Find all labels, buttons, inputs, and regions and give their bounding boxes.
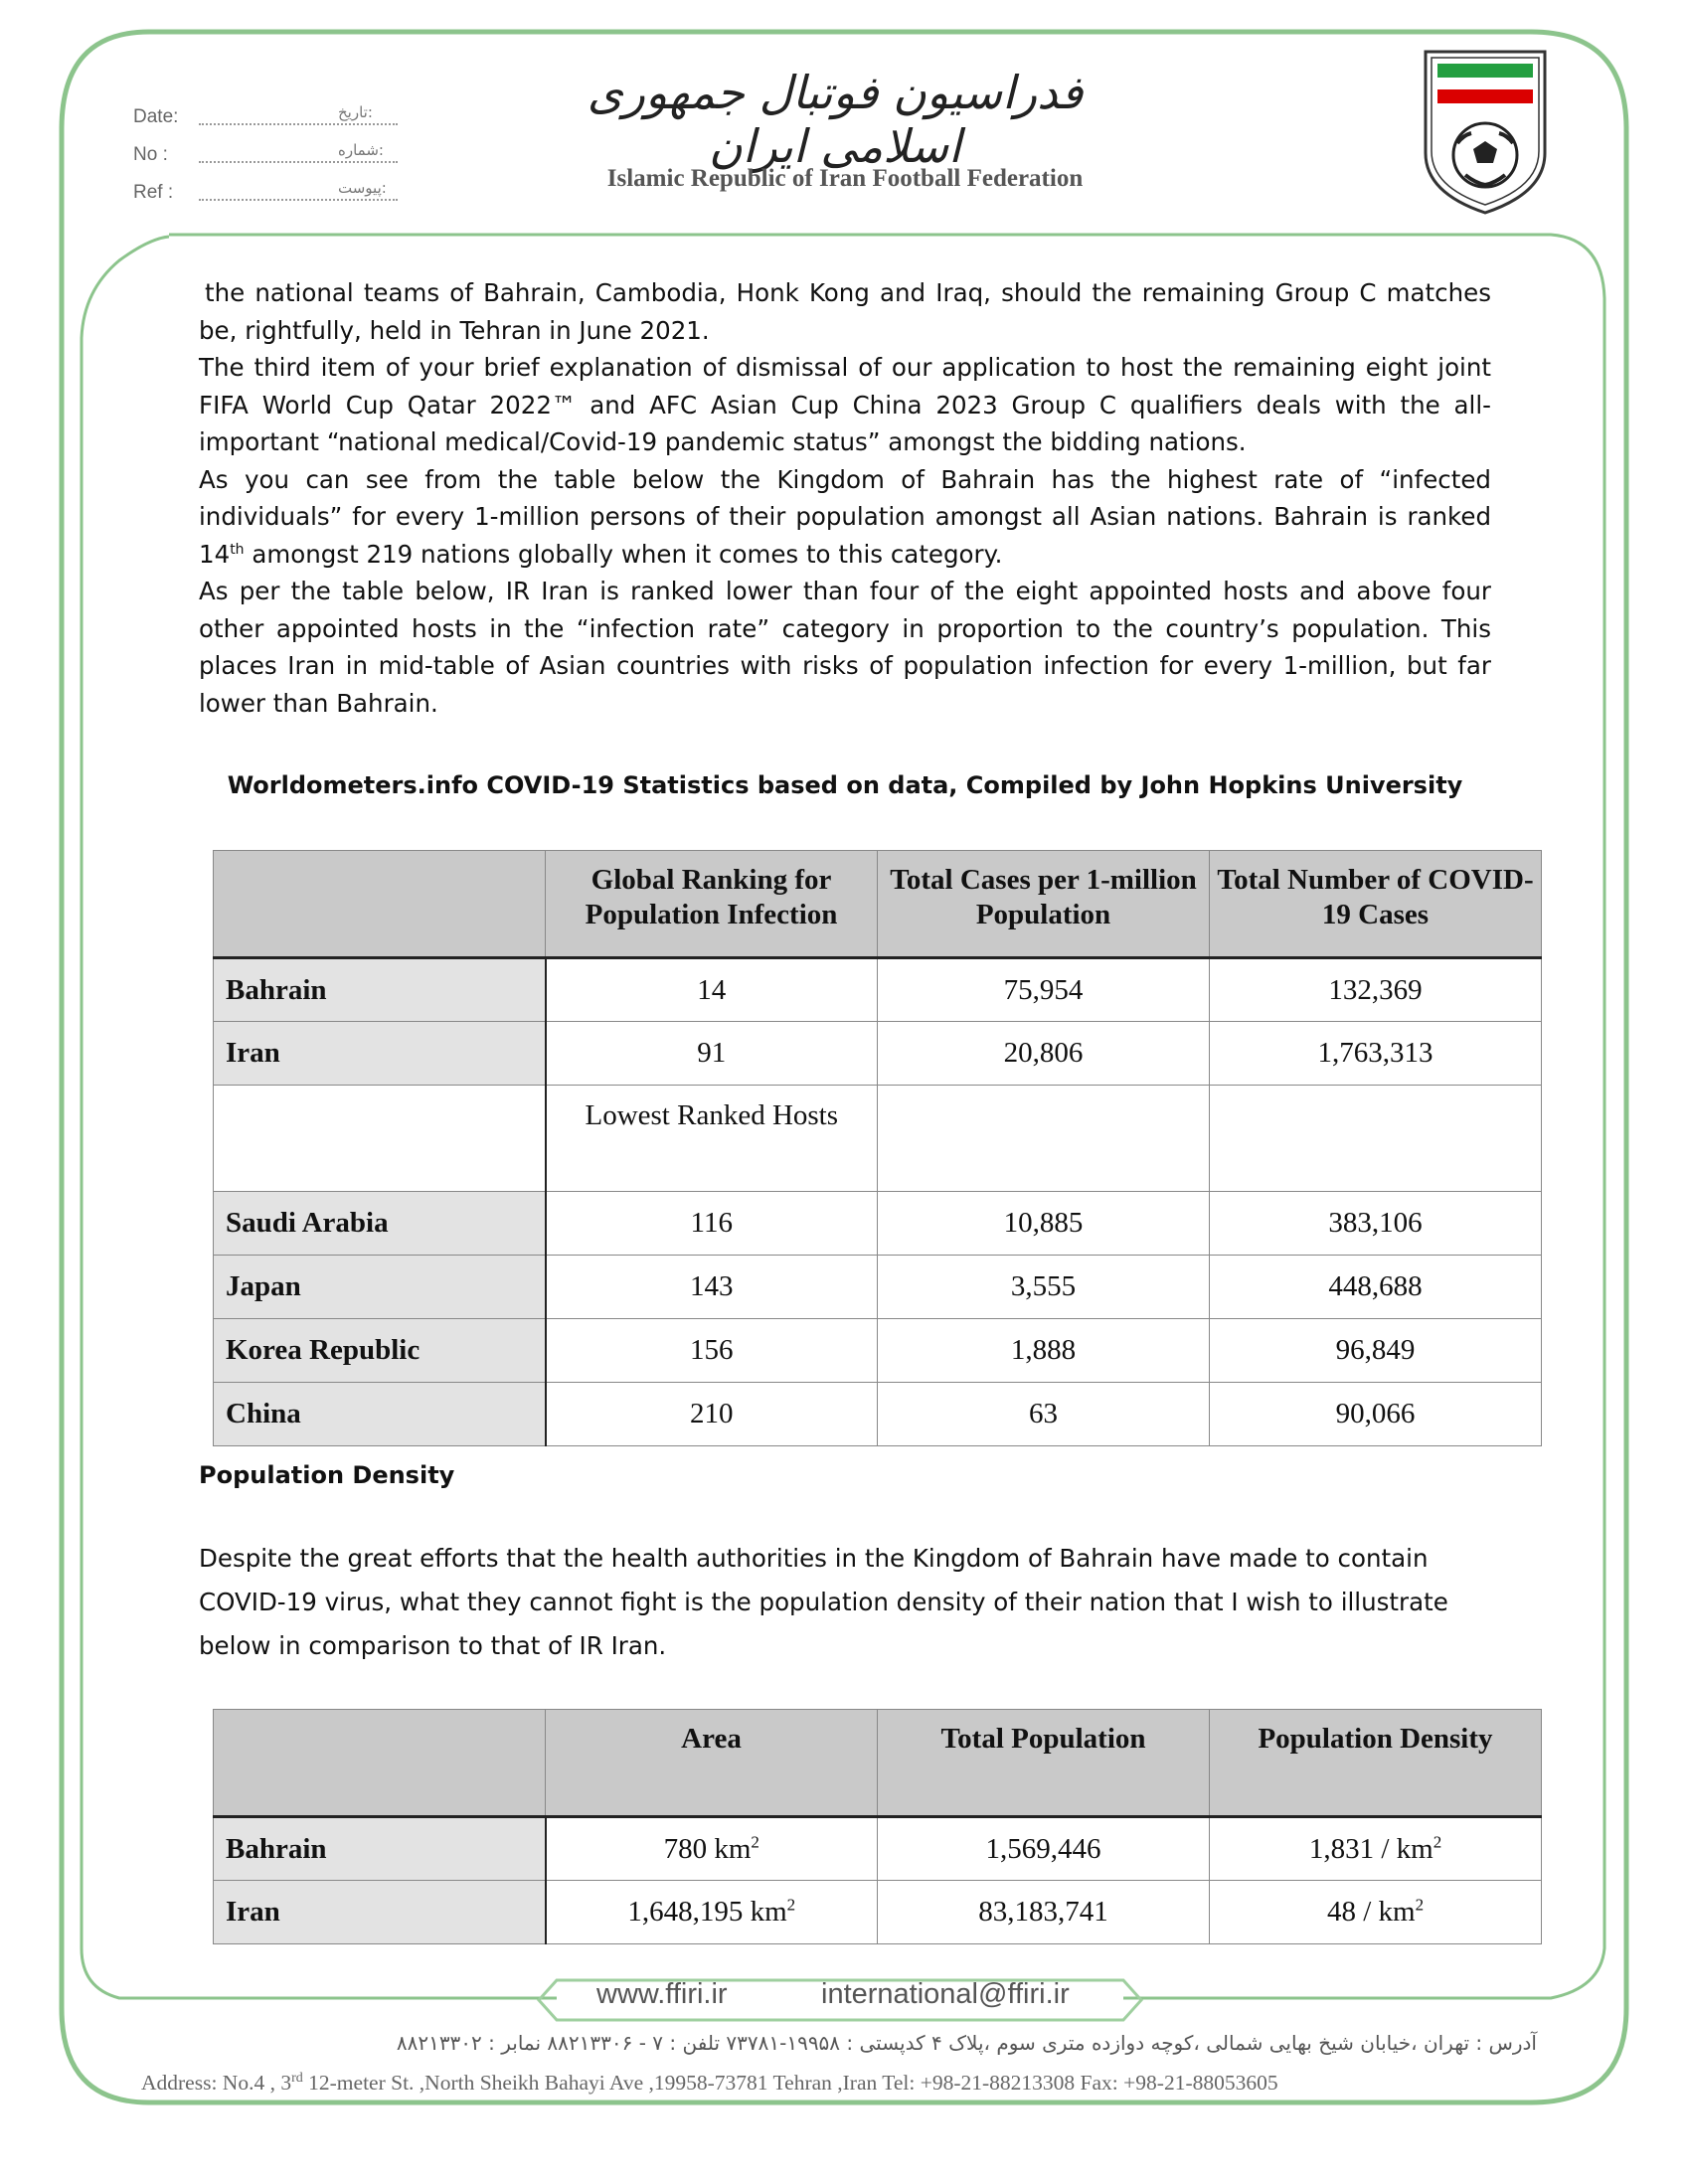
federation-title-fa: فدراسیون فوتبال جمهوری اسلامی ایران	[587, 66, 1084, 173]
per-million-cell: 75,954	[878, 958, 1210, 1022]
date-label-fa: تاریخ:	[338, 103, 373, 121]
letter-body	[199, 274, 1491, 722]
table-row	[214, 1383, 1542, 1446]
total-cases-cell: 132,369	[1210, 958, 1542, 1022]
population-density-table	[213, 1709, 1542, 1944]
rank-cell: 14	[546, 958, 878, 1022]
country-cell: Bahrain	[214, 1817, 546, 1881]
email-link[interactable]: international@ffiri.ir	[821, 1978, 1070, 2010]
header-global-ranking: Global Ranking for Population Infection	[546, 851, 878, 958]
separator-empty-cell	[214, 1086, 546, 1192]
address-en	[141, 2071, 1553, 2096]
population-density-heading: Population Density	[199, 1461, 455, 1489]
header-population-density: Population Density	[1210, 1710, 1542, 1817]
body-paragraph-2: The third item of your brief explanation of dismissal of our application to host the remaining eight joint FIFA World Cup Qatar 2022™ and AFC Asian Cup China 2023 Group C qualifiers deals with the all-important “national medical/Covid-19 pandemic status” amongst the bidding nations.	[199, 353, 1491, 456]
ref-label-fa: پیوست:	[338, 179, 387, 197]
body-paragraph-3-b: amongst 219 nations globally when it comes to this category.	[244, 539, 1003, 569]
number-label-fa: شماره:	[338, 141, 384, 159]
number-label: No :	[133, 144, 168, 165]
area-cell	[546, 1817, 878, 1881]
separator-empty-cell	[1210, 1086, 1542, 1192]
body-paragraph-1: the national teams of Bahrain, Cambodia, Honk Kong and Iraq, should the remaining Group C matches be, rightfully, held in Tehran in June 2021.	[199, 278, 1491, 345]
header-cases-per-million: Total Cases per 1-million Population	[878, 851, 1210, 958]
table-row	[214, 1319, 1542, 1383]
total-cases-cell: 448,688	[1210, 1256, 1542, 1319]
population-cell: 1,569,446	[878, 1817, 1210, 1881]
per-million-cell: 20,806	[878, 1022, 1210, 1086]
date-line	[199, 123, 398, 125]
date-label: Date:	[133, 106, 179, 127]
separator-row	[214, 1086, 1542, 1192]
total-cases-cell: 90,066	[1210, 1383, 1542, 1446]
lowest-ranked-hosts-label: Lowest Ranked Hosts	[546, 1086, 878, 1192]
ref-label: Ref :	[133, 182, 174, 203]
per-million-cell: 1,888	[878, 1319, 1210, 1383]
squared-sup: 2	[1433, 1831, 1442, 1851]
per-million-cell: 10,885	[878, 1192, 1210, 1256]
country-cell: Iran	[214, 1022, 546, 1086]
population-density-paragraph: Despite the great efforts that the health authorities in the Kingdom of Bahrain have made to contain COVID-19 virus, what they cannot fight is the population density of their nation that I wish to illustrate below in comparison to that of IR Iran.	[199, 1544, 1448, 1660]
header-corner-cell	[214, 1710, 546, 1817]
header-corner-cell	[214, 851, 546, 958]
rank-cell: 116	[546, 1192, 878, 1256]
ffiri-logo-icon	[1418, 44, 1553, 219]
address-en-part-2: 12-meter St. ,North Sheikh Bahayi Ave ,19958-73781 Tehran ,Iran Tel: +98-21-88213308 Fax: +98-21-88053605	[302, 2071, 1278, 2096]
area-cell	[546, 1881, 878, 1944]
density-table-header-row	[214, 1710, 1542, 1817]
area-value: 780 km	[663, 1832, 752, 1865]
header-area: Area	[546, 1710, 878, 1817]
body-paragraph-3	[199, 461, 1491, 574]
table-row	[214, 1022, 1542, 1086]
rank-ordinal-suffix: th	[230, 541, 245, 558]
density-cell	[1210, 1881, 1542, 1944]
squared-sup: 2	[751, 1831, 759, 1851]
density-value: 48 / km	[1326, 1896, 1416, 1928]
per-million-cell: 3,555	[878, 1256, 1210, 1319]
country-cell: Bahrain	[214, 958, 546, 1022]
website-link[interactable]: www.ffiri.ir	[596, 1978, 728, 2010]
body-paragraph-4: As per the table below, IR Iran is ranked lower than four of the eight appointed hosts and above four other appointed hosts in the “infection rate” category in proportion to the country’s population. This places Iran in mid-table of Asian countries with risks of population infection for every 1-million, but far lower than Bahrain.	[199, 577, 1491, 718]
country-cell: Saudi Arabia	[214, 1192, 546, 1256]
table-row	[214, 1192, 1542, 1256]
total-cases-cell: 96,849	[1210, 1319, 1542, 1383]
number-line	[199, 161, 398, 163]
table-row	[214, 1881, 1542, 1944]
rank-cell: 91	[546, 1022, 878, 1086]
squared-sup: 2	[1415, 1895, 1425, 1915]
covid-stats-table	[213, 850, 1542, 1446]
density-cell	[1210, 1817, 1542, 1881]
squared-sup: 2	[786, 1895, 796, 1915]
federation-title-en: Islamic Republic of Iran Football Federation	[606, 165, 1084, 192]
country-cell: Japan	[214, 1256, 546, 1319]
address-ordinal-suffix: rd	[291, 2071, 303, 2086]
table-row	[214, 1256, 1542, 1319]
table-row	[214, 958, 1542, 1022]
per-million-cell: 63	[878, 1383, 1210, 1446]
covid-table-caption: Worldometers.info COVID-19 Statistics based on data, Compiled by John Hopkins University	[227, 771, 1463, 799]
separator-empty-cell	[878, 1086, 1210, 1192]
density-value: 1,831 / km	[1308, 1832, 1433, 1865]
area-value: 1,648,195 km	[627, 1896, 787, 1928]
rank-cell: 156	[546, 1319, 878, 1383]
country-cell: Iran	[214, 1881, 546, 1944]
total-cases-cell: 383,106	[1210, 1192, 1542, 1256]
header-total-population: Total Population	[878, 1710, 1210, 1817]
population-cell: 83,183,741	[878, 1881, 1210, 1944]
ref-line	[199, 199, 398, 201]
table-row	[214, 1817, 1542, 1881]
covid-table-header-row	[214, 851, 1542, 958]
header-total-cases: Total Number of COVID-19 Cases	[1210, 851, 1542, 958]
address-en-part-1: Address: No.4 , 3	[141, 2071, 292, 2096]
rank-cell: 210	[546, 1383, 878, 1446]
country-cell: China	[214, 1383, 546, 1446]
address-fa: آدرس : تهران ،خیابان شیخ بهایی شمالی ،کوچه دوازده متری سوم ،پلاک ۴ کدپستی : ۱۹۹۵۸-۷۳۷۸۱ تلفن : ۷ - ۸۸۲۱۳۳۰۶ نمابر : ۸۸۲۱۳۳۰۲	[396, 2031, 1537, 2055]
country-cell: Korea Republic	[214, 1319, 546, 1383]
total-cases-cell: 1,763,313	[1210, 1022, 1542, 1086]
rank-cell: 143	[546, 1256, 878, 1319]
body-paragraph-3-a: As you can see from the table below the Kingdom of Bahrain has the highest rate of “infected individuals” for every 1-million persons of their population amongst all Asian nations. Bahrain is ranked 14	[199, 464, 1491, 569]
